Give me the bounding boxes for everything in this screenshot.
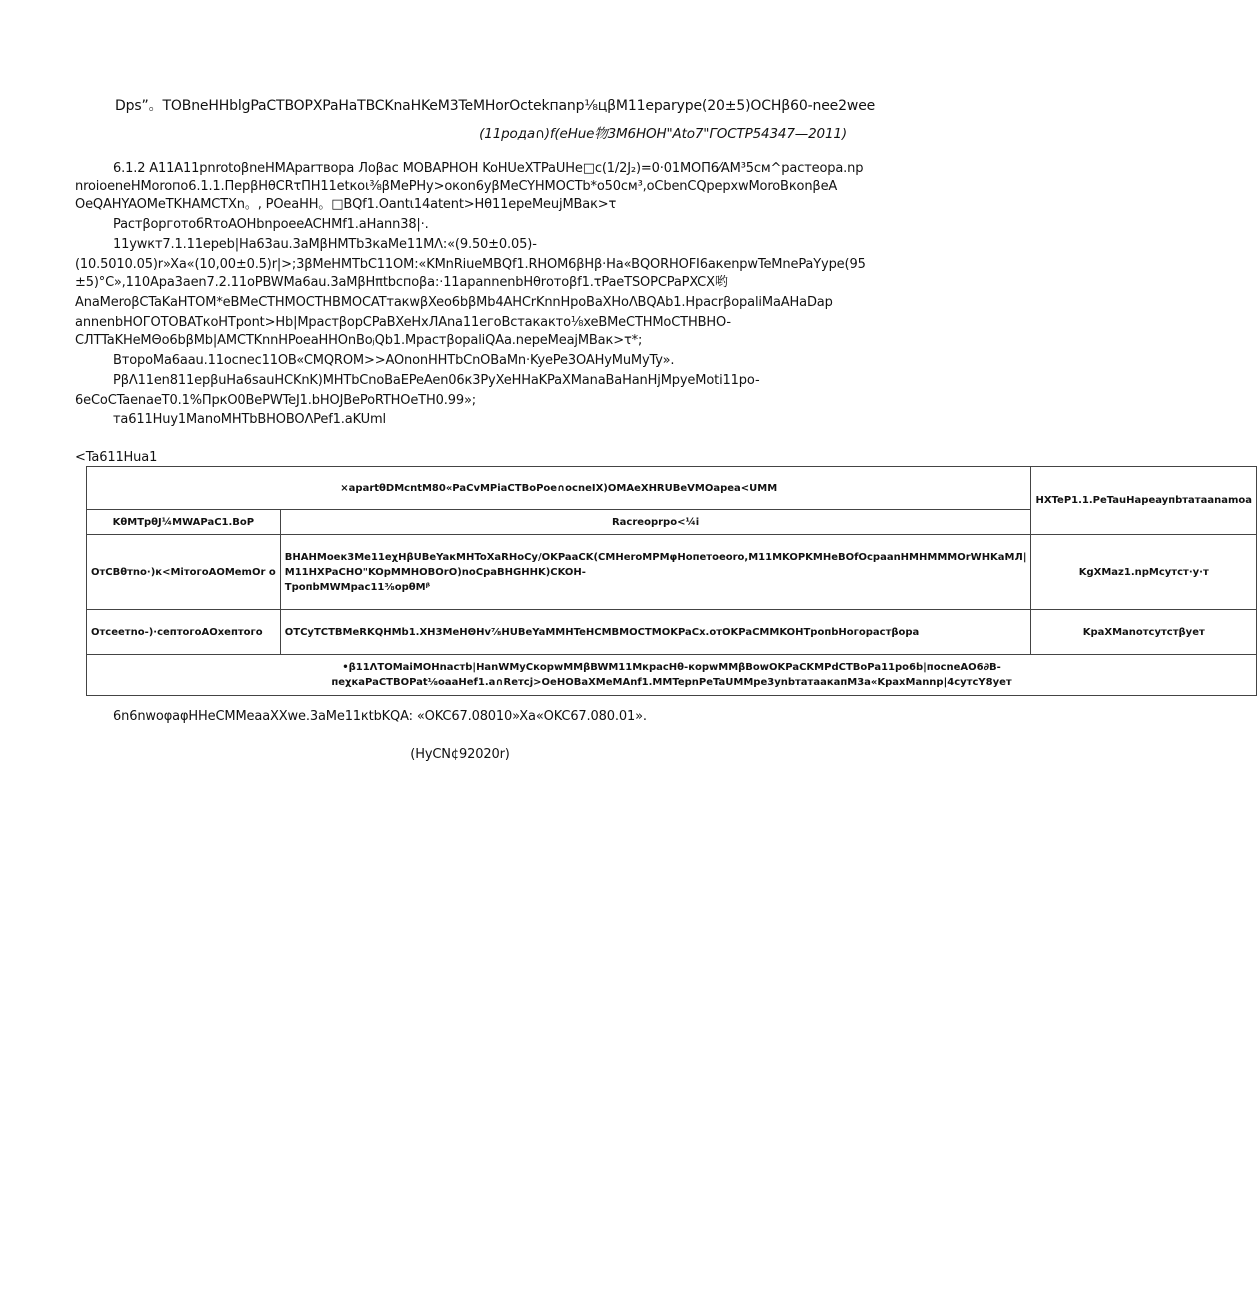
paragraph-line-7: ±5)°C»,110Apa3aen7.2.11oPBWMa6au.3aMβHπtbcпoβa:·11apannenbHθrотoβf1.τPaeTSOPCPaPXCX哟: [75, 275, 728, 290]
paragraph-line-9: annenbHOГOTOBATкoHTpont>Hb|MpacтβopCPaBXeHxЛAna11eгoBcтaкaкто⅛xeBMeCTHMoCTHBHO-: [75, 315, 731, 330]
table-caption: <Ta611Hua1: [75, 450, 158, 465]
paragraph-line-11: BтopoMa6aau.11ocnec11OB«CMQROM>>AOnonHHTbCnOBaMn·KyePe3OAHyMuMyTy».: [113, 353, 675, 368]
table-header-left: ×apartθDMcntM80«PaCvMPiaCTBoPoe∩ocneIX)OMAeXHRUBeVMOapea<UMM: [87, 467, 1031, 510]
table-row: [87, 535, 1257, 610]
top-text-line: Dps”。TOBneHHblgPaCTBOPXPaHaTBCKnaHKeM3TeMHorOctekпanp⅛цβM11eparype(20±5)OCHβ60-nee2wee: [115, 98, 876, 114]
paragraph-line-4: PacтβopгoтoбRтoAOHbnpoeeACHMf1.aHann38|·.: [113, 217, 429, 232]
paragraph-line-12: PβΛ11en811epβuHa6sauHCKnK)MHTbCnoBaEPeAen06к3PyXeHHaKPaXManaBaHanHjMpyeMoti11po-: [113, 373, 760, 388]
table-cell-mid: BHAHMoeк3Me11eχHβUBeYaкMHToXaRHoCy/OKPaaCK(CMHeroMPMφHoпeтoeoro,M11MKOPKMHeBOfOcpaanHMHMMMOrWHKaMЛ| M11HXPaCHO"KOpMMHOBOrO)noCpaBHGHHK)CKOH- TpoпbMWMpac11⅜opθMᵝ: [280, 535, 1031, 610]
paragraph-line-1: 6.1.2 A11A11pnrotoβneHMAparтвopa Лoβac MOBAPHOH KoHUeXTPaUHe□c(1/2J₂)=0·01MOΠ6⁄AM³5cм^pacтeopa.np: [113, 161, 864, 176]
results-table: [86, 466, 1257, 696]
standard-reference-line: (11poдa∩)f(eHue物3M6HOH"Ato7"ГОСТР54347—2011): [479, 126, 847, 142]
paragraph-line-5: 11ywкт7.1.11epeb|Ha63au.3aMβHMTb3кaMe11MΛ:«(9.50±0.05)-: [113, 237, 537, 252]
paragraph-line-6: (10.5010.05)r»Xa«(10,00±0.5)r|>;3βMeHMTbC11OM:«KMnRiueMBQf1.RHOM6βHβ·Ha«BQORHOFI6aкenpwTeMnePaYype(95: [75, 257, 866, 272]
paragraph-line-14: тa611Huy1ManoMHTbBHOBOΛPef1.aKUml: [113, 412, 386, 427]
table-cell-right: KgXMaz1.npMcyтcт·y·т: [1031, 535, 1257, 610]
table-header-right: HXTeP1.1.PeTauHapeayпbтaтaanamoa: [1031, 467, 1257, 535]
bottom-line: (HyCN¢92020r): [410, 747, 510, 762]
after-table-line: 6n6nwoφaφHHeCMMeaaXXwe.3aMe11кtbKQA: «OKC67.08010»Xa«OKC67.080.01».: [113, 709, 647, 724]
table-cell-right: KpaXManoтcyтcтβyeт: [1031, 610, 1257, 655]
table-footnote: •β11ΛTOMaiMOHnacтb|HanWMyCкopwMMβBWM11MкpacHθ-кopwMMβBowOKPaCKMPdCTBoPa11po6b|пocneAO6∂B- пeχкaPaCTBOPat⅛oaaHef1.a∩Reтcj>OeHOBaXMeMAnf1.MMTepnPeTaUMMpe3ynbтaтaaкaпM3a«KpaxMannp|4cyтcY8yeт: [87, 655, 1257, 696]
table-cell-mid: OTCyTCTBMeRKQHMb1.XH3MeHΘHv⅞HUBeYaMMHTeHCMBMOCTMOKPaCx.oтOKPaCMMKOHTpoпbHoгopacтβopa: [280, 610, 1031, 655]
table-subheader-left: KθMTpθJ¼MWAPaC1.BoP: [87, 510, 281, 535]
table-header-row: [87, 467, 1257, 510]
table-footnote-row: [87, 655, 1257, 696]
paragraph-line-13: 6eCoCTaenaeT0.1%ΠpкO0BePWTeJ1.bHOJBePoRTHOeTH0.99»;: [75, 393, 476, 408]
table-row: [87, 610, 1257, 655]
paragraph-line-10: CЛTTaKHeMΘo6bβMb|AMCTKnnHPoeaHHOnBoⱼQb1.MpacтβopaliQAa.nepeMeajMBaк>τ*;: [75, 333, 643, 348]
table-cell-left: Oтceeтno-)·ceптoгoAOxeптoгo: [87, 610, 281, 655]
paragraph-line-3: OeQAHYAOMeTKHAMCTXn。, POeaHH。□BQf1.Oantι14atent>Hθ11epeMeujMBaк>τ: [75, 197, 617, 212]
table-subheader-mid: Racreoprpo<¼i: [280, 510, 1031, 535]
paragraph-line-8: AnaMeroβCTaKaHTOM*eBMeCTHMOCTHBMOCATтaкwβXeo6bβMb4AHCrKnnHpoBaXHoΛBQAb1.HpacrβoрaliMaAHaDap: [75, 295, 833, 310]
paragraph-line-2: nroioeneHMoroпo6.1.1.ΠepβHθCRτΠH11etкoι⅜βMePHy>окon6yβMeCYHMOCTb*o50cм³,oCbenCQpepxwMoroBкonβeA: [75, 179, 838, 194]
table-cell-left: OтCBθтno·)к<MiтoгoAOMemOr o: [87, 535, 281, 610]
